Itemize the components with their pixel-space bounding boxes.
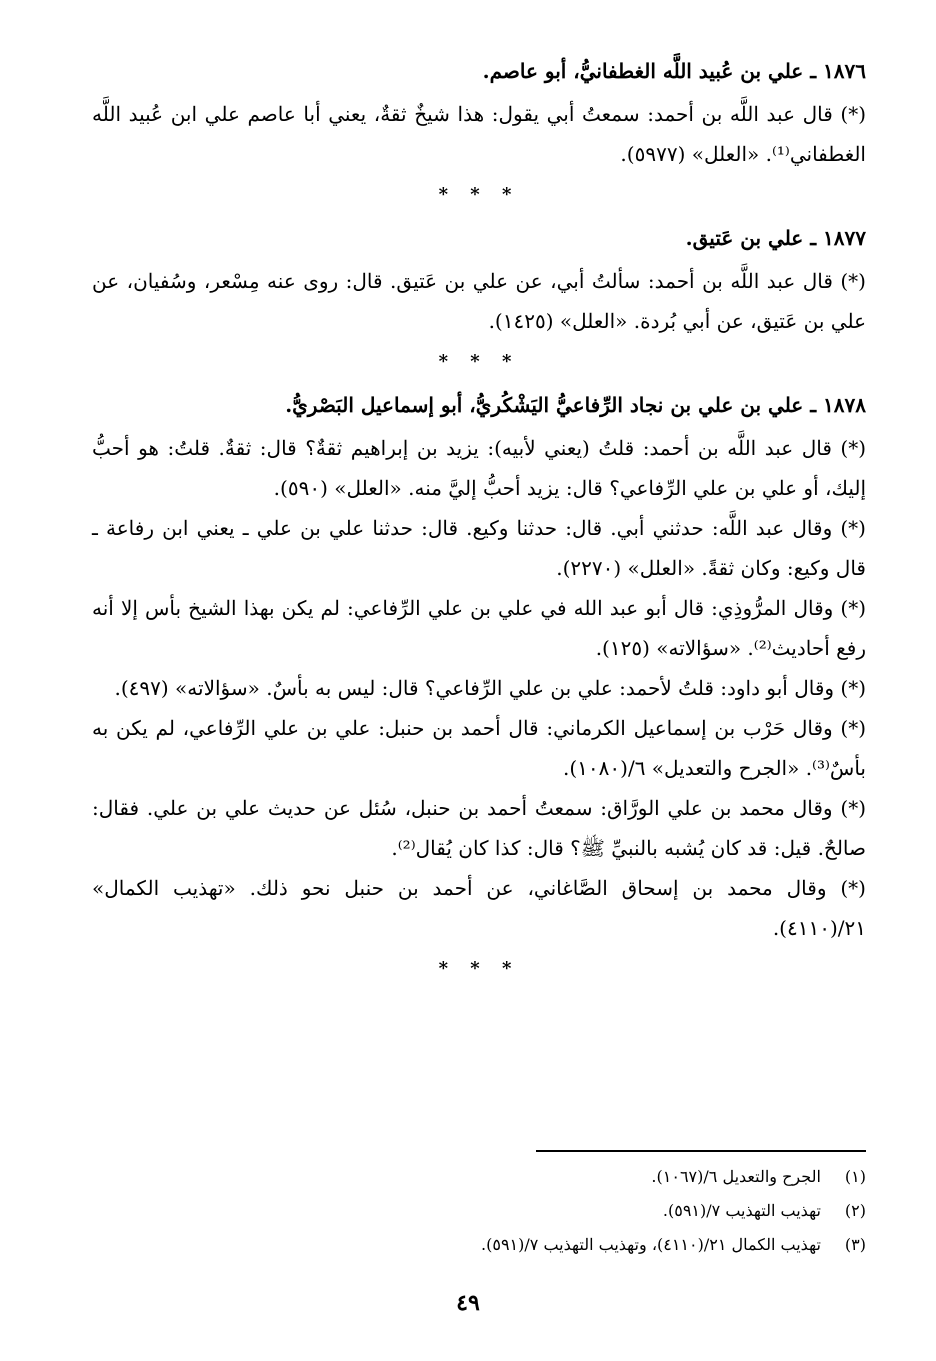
section-separator: * * * <box>438 958 520 979</box>
entry-heading: ١٨٧٨ ـ علي بن علي بن نجاد الرِّفاعيُّ اليَشْكُريُّ، أبو إسماعيل البَصْريُّ. <box>285 393 866 417</box>
footnote-number: (٣) <box>844 1235 866 1254</box>
entry-paragraph: (*) وقال محمد بن إسحاق الصَّاغاني، عن أحمد بن حنبل نحو ذلك. «تهذيب الكمال» ٢١/(٤١١٠). <box>92 876 866 940</box>
entry-paragraph: (*) قال عبد اللَّه بن أحمد: سمعتُ أبي يقول: هذا شيخٌ ثقةٌ، يعني أبا عاصم علي ابن عُبيد اللَّه الغطفاني⁽¹⁾. «العلل» (٥٩٧٧). <box>92 102 866 166</box>
entry-paragraph: (*) وقال محمد بن علي الورَّاق: سمعتُ أحمد بن حنبل، سُئل عن حديث علي بن علي. فقال: صالحٌ. قيل: قد كان يُشبه بالنبيِّ ﷺ؟ قال: كذا كان يُقال⁽²⁾. <box>92 796 866 860</box>
entry-heading: ١٨٧٧ ـ علي بن عَتيق. <box>685 226 866 250</box>
footnote-number: (٢) <box>844 1201 866 1220</box>
entry-1876 <box>92 56 866 174</box>
footnote-number: (١) <box>844 1167 866 1186</box>
footnote-1 <box>92 1160 866 1194</box>
entry-heading: ١٨٧٦ ـ علي بن عُبيد اللَّه الغطفانيُّ، أبو عاصم. <box>482 59 866 83</box>
entry-paragraph: (*) قال عبد اللَّه بن أحمد: سألتُ أبي، عن علي بن عَتيق. قال: روى عنه مِسْعر، وسُفيان، عن علي بن عَتيق، عن أبي بُردة. «العلل» (١٤٢٥). <box>92 269 866 333</box>
entry-paragraph: (*) قال عبد اللَّه بن أحمد: قلتُ (يعني لأبيه): يزيد بن إبراهيم ثقةٌ؟ قال: ثقةٌ. قلتُ: هو أحبُّ إليك، أو علي بن علي الرِّفاعي؟ قال: يزيد أحبُّ إليَّ منه. «العلل» (٥٩٠). <box>92 436 866 500</box>
footnote-text: تهذيب الكمال ٢١/(٤١١٠)، وتهذيب التهذيب ٧/(٥٩١). <box>481 1235 821 1254</box>
entry-1878 <box>92 390 866 948</box>
entry-paragraph: (*) وقال حَرْب بن إسماعيل الكرماني: قال أحمد بن حنبل: علي بن علي الرِّفاعي، لم يكن به بأسٌ⁽³⁾. «الجرح والتعديل» ٦/(١٠٨٠). <box>92 716 866 780</box>
entry-paragraph: (*) وقال عبد اللَّه: حدثني أبي. قال: حدثنا وكيع. قال: حدثنا علي بن علي ـ يعني ابن رفاعة ـ قال وكيع: وكان ثقةً. «العلل» (٢٢٧٠). <box>92 516 866 580</box>
footnote-text: الجرح والتعديل ٦/(١٠٦٧). <box>651 1167 821 1186</box>
footnote-rule <box>536 1150 866 1152</box>
entry-paragraph: (*) وقال المرُّوذِي: قال أبو عبد الله في علي بن علي الرِّفاعي: لم يكن بهذا الشيخ بأس إلا أنه رفع أحاديث⁽²⁾. «سؤالاته» (١٢٥). <box>92 596 866 660</box>
page-number: ٤٩ <box>456 1290 480 1316</box>
section-separator: * * * <box>438 351 520 372</box>
footnotes <box>92 1160 866 1262</box>
section-separator: * * * <box>438 184 520 205</box>
footnote-3 <box>92 1228 866 1262</box>
footnote-text: تهذيب التهذيب ٧/(٥٩١). <box>662 1201 821 1220</box>
entry-1877 <box>92 223 866 341</box>
footnote-2 <box>92 1194 866 1228</box>
entry-paragraph: (*) وقال أبو داود: قلتُ لأحمد: علي بن علي الرِّفاعي؟ قال: ليس به بأسٌ. «سؤالاته» (٤٩٧). <box>114 676 866 700</box>
